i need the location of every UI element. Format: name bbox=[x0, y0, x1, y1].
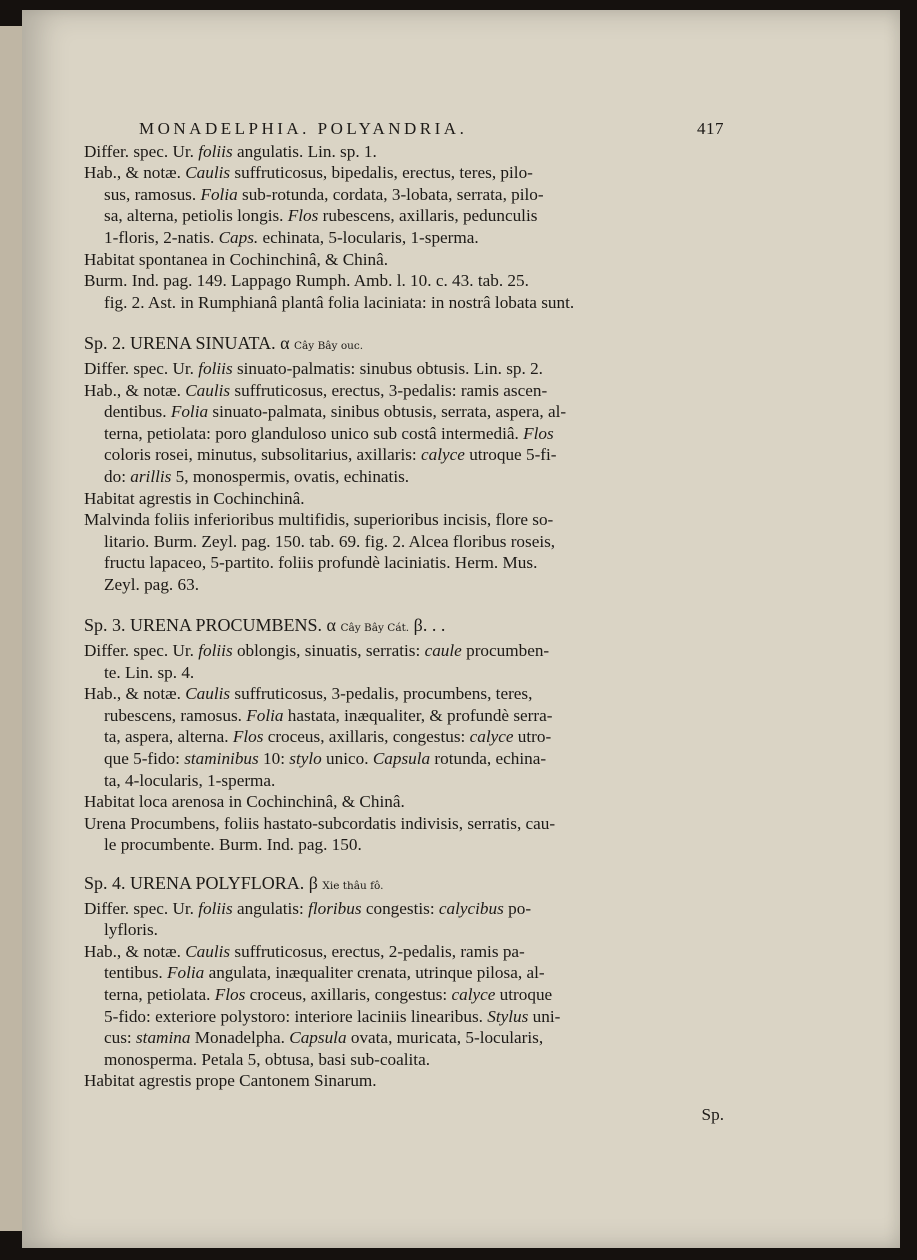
page-number: 417 bbox=[697, 119, 724, 138]
text-line: 1-floris, 2-natis. Caps. echinata, 5-locularis, 1-sperma. bbox=[104, 227, 479, 247]
text-line: 5-fido: exteriore polystoro: interiore laciniis linearibus. Stylus uni- bbox=[104, 1006, 561, 1026]
text-line: Differ. spec. Ur. foliis angulatis. Lin. sp. 1. bbox=[84, 141, 377, 161]
text-line: monosperma. Petala 5, obtusa, basi sub-coalita. bbox=[104, 1049, 431, 1069]
text-line: Differ. spec. Ur. foliis sinuato-palmatis: sinubus obtusis. Lin. sp. 2. bbox=[84, 358, 543, 378]
text-line: que 5-fido: staminibus 10: stylo unico. Capsula rotunda, echina- bbox=[104, 749, 547, 769]
text-line: le procumbente. Burm. Ind. pag. 150. bbox=[104, 835, 362, 855]
species-heading: Sp. 2. URENA SINUATA. α Cây Bây ouc. bbox=[84, 333, 364, 354]
running-header bbox=[139, 118, 724, 140]
text-line: Habitat loca arenosa in Cochinchinâ, & Chinâ. bbox=[84, 792, 405, 812]
section-gap bbox=[84, 856, 724, 873]
text-line: tentibus. Folia angulata, inæqualiter crenata, utrinque pilosa, al- bbox=[104, 963, 545, 983]
text-line: Habitat agrestis in Cochinchinâ. bbox=[84, 488, 305, 508]
text-line: fructu lapaceo, 5-partito. foliis profundè laciniatis. Herm. Mus. bbox=[104, 553, 538, 573]
text-line: terna, petiolata: poro glandulosо unico sub costâ intermediâ. Flos bbox=[104, 423, 554, 443]
text-line: Urena Procumbens, foliis hastato-subcordatis indivisis, serratis, cau- bbox=[84, 813, 556, 833]
text-lines bbox=[84, 141, 724, 1092]
text-line: litario. Burm. Zeyl. pag. 150. tab. 69. fig. 2. Alcea floribus roseis, bbox=[104, 531, 556, 551]
species-heading: Sp. 3. URENA PROCUMBENS. α Cây Bây Cát. β. . . bbox=[84, 615, 446, 636]
species-heading: Sp. 4. URENA POLYFLORA. β Xie thâu fô. bbox=[84, 873, 384, 893]
text-line: Hab., & notæ. Caulis suffruticosus, bipedalis, erectus, teres, pilo- bbox=[84, 163, 533, 183]
text-line: terna, petiolata. Flos croceus, axillaris, congestus: calyce utroque bbox=[104, 984, 553, 1004]
section-gap bbox=[84, 595, 724, 615]
text-line: Differ. spec. Ur. foliis angulatis: floribus congestis: calycibus po- bbox=[84, 898, 532, 918]
text-line: rubescens, ramosus. Folia hastata, inæqualiter, & profundè serra- bbox=[104, 705, 553, 725]
text-line: Differ. spec. Ur. foliis oblongis, sinuatis, serratis: caule procumben- bbox=[84, 641, 550, 661]
section-gap bbox=[84, 313, 724, 333]
text-line: ta, aspera, alterna. Flos croceus, axillaris, congestus: calyce utro- bbox=[104, 727, 552, 747]
page-text-block bbox=[84, 118, 724, 1126]
text-line: cus: stamina Monadelpha. Capsula ovata, muricata, 5-locularis, bbox=[104, 1028, 544, 1048]
text-line: sa, alterna, petiolis longis. Flos rubescens, axillaris, pedunculis bbox=[104, 206, 538, 226]
text-line: sus, ramosus. Folia sub-rotunda, cordata, 3-lobata, serrata, pilo- bbox=[104, 184, 544, 204]
previous-page-edge bbox=[0, 26, 22, 1231]
text-line: Malvinda foliis inferioribus multifidis, superioribus incisis, flore so- bbox=[84, 510, 554, 530]
text-line: Habitat spontanea in Cochinchinâ, & Chinâ. bbox=[84, 249, 389, 269]
running-title: MONADELPHIA. POLYANDRIA. bbox=[139, 119, 468, 138]
text-line: lyfloris. bbox=[104, 920, 158, 940]
text-line: coloris rosei, minutus, subsolitarius, axillaris: calyce utroque 5-fi- bbox=[104, 445, 557, 465]
text-line: Hab., & notæ. Caulis suffruticosus, 3-pedalis, procumbens, teres, bbox=[84, 684, 533, 704]
text-line: Hab., & notæ. Caulis suffruticosus, erectus, 2-pedalis, ramis pa- bbox=[84, 941, 525, 961]
text-line: Burm. Ind. pag. 149. Lappago Rumph. Amb. l. 10. c. 43. tab. 25. bbox=[84, 271, 529, 291]
text-line: dentibus. Folia sinuato-palmata, sinibus obtusis, serrata, aspera, al- bbox=[104, 402, 567, 422]
text-line: Zeyl. pag. 63. bbox=[104, 574, 199, 594]
text-line: ta, 4-locularis, 1-sperma. bbox=[104, 770, 276, 790]
text-line: te. Lin. sp. 4. bbox=[104, 662, 195, 682]
catchword: Sp. bbox=[701, 1104, 724, 1124]
text-line: fig. 2. Ast. in Rumphianâ plantâ folia laciniata: in nostrâ lobata sunt. bbox=[104, 292, 575, 312]
text-line: do: arillis 5, monospermis, ovatis, echinatis. bbox=[104, 466, 410, 486]
text-line: Habitat agrestis prope Cantonem Sinarum. bbox=[84, 1071, 377, 1091]
text-line: Hab., & notæ. Caulis suffruticosus, erectus, 3-pedalis: ramis ascen- bbox=[84, 380, 548, 400]
